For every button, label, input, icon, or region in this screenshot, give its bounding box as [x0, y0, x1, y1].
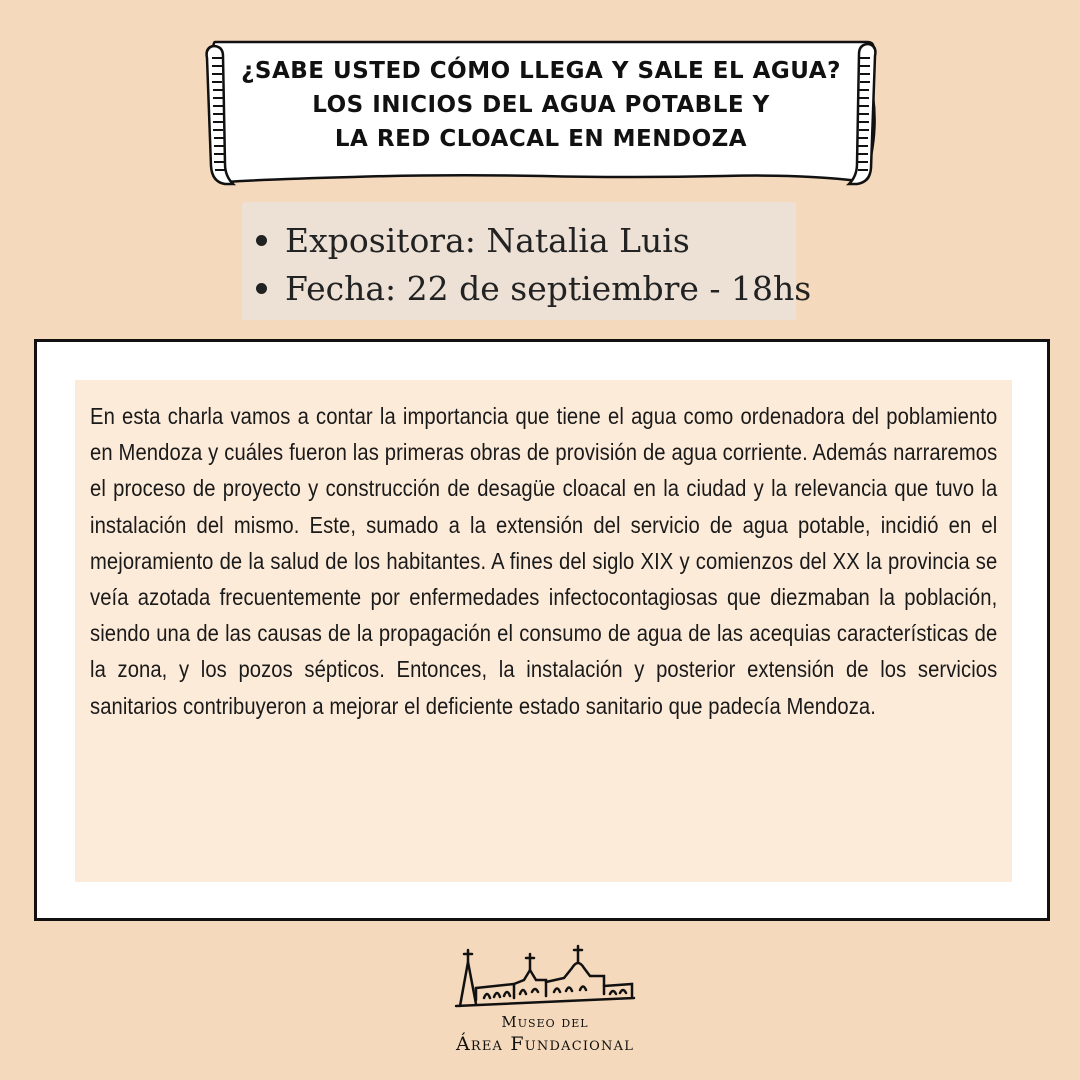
date-row: [256, 264, 812, 312]
speaker-text: Expositora: Natalia Luis: [285, 220, 690, 260]
logo-text-museo: Museo del: [501, 1013, 589, 1031]
bullet-icon: [256, 283, 267, 294]
description-frame: [34, 339, 1050, 921]
logo-text-area-fundacional: Área Fundacional: [455, 1033, 635, 1055]
banner-line-1: ¿SABE USTED CÓMO LLEGA Y SALE EL AGUA?: [241, 58, 841, 84]
event-info-box: [242, 202, 812, 320]
museum-logo: [440, 940, 650, 1060]
description-text: En esta charla vamos a contar la importancia que tiene el agua como ordenadora del poblamiento en Mendoza y cuáles fueron las primeras obras de provisión de agua corriente. Además narraremos el proceso de proyecto y construcción de desagüe cloacal en la ciudad y la relevancia que tuvo la instalación del mismo. Este, sumado a la extensión del servicio de agua potable, incidió en el mejoramiento de la salud de los habitantes. A fines del siglo XIX y comienzos del XX la provincia se veía azotada frecuentemente por enfermedades infectocontagiosas que diezmaban la población, siendo una de las causas de la propagación el consumo de agua de las acequias características de la zona, y los pozos sépticos. Entonces, la instalación y posterior extensión de los servicios sanitarios contribuyeron a mejorar el deficiente estado sanitario que padecía Mendoza.: [90, 403, 998, 719]
date-text: Fecha: 22 de septiembre - 18hs: [285, 268, 812, 308]
banner-line-3: LA RED CLOACAL EN MENDOZA: [334, 126, 748, 152]
title-banner: [203, 36, 879, 188]
banner-title: [233, 54, 849, 156]
banner-line-2: LOS INICIOS DEL AGUA POTABLE Y: [312, 92, 770, 118]
description-box: [75, 380, 1012, 882]
city-skyline-icon: [454, 940, 636, 1012]
speaker-row: [256, 216, 796, 264]
bullet-icon: [256, 235, 267, 246]
